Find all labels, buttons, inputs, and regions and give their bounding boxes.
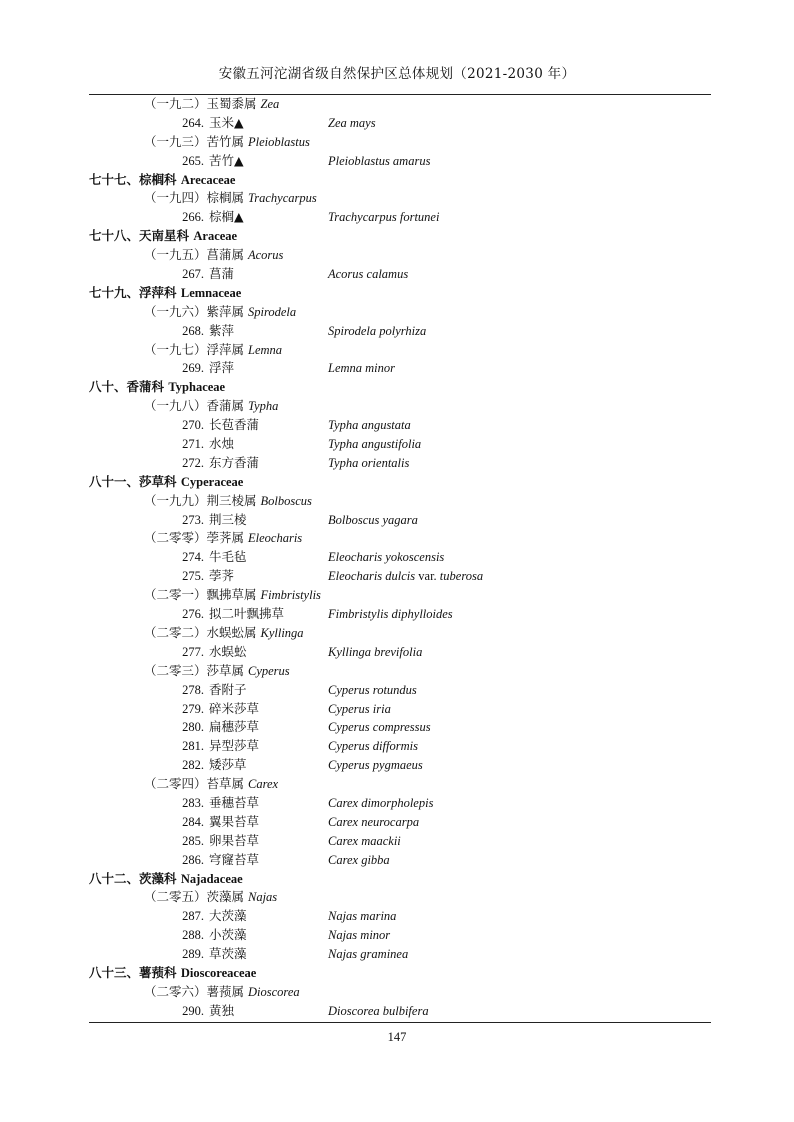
genus-latin-name: Spirodela	[248, 304, 297, 319]
species-binomial: Cyperus pygmaeus	[328, 758, 423, 773]
species-scientific-name	[328, 794, 433, 813]
genus-latin-name: Najas	[248, 890, 278, 905]
family-label	[89, 378, 225, 397]
species-binomial: Typha orientalis	[328, 455, 410, 470]
genus-heading	[0, 983, 794, 1002]
genus-chinese-name: （二零六）薯蓣属	[144, 983, 245, 999]
genus-chinese-name: （一九八）香蒲属	[144, 398, 245, 414]
species-binomial: Cyperus iria	[328, 701, 391, 716]
genus-label	[144, 586, 321, 605]
family-label	[89, 964, 256, 983]
species-number: 289.	[182, 947, 204, 962]
species-number: 281.	[182, 739, 204, 754]
species-scientific-name	[328, 945, 408, 964]
species-row	[0, 265, 794, 284]
genus-chinese-name: （二零二）水蜈蚣属	[144, 624, 257, 640]
family-heading	[0, 964, 794, 983]
species-number: 278.	[182, 682, 204, 697]
species-binomial: Dioscorea bulbifera	[328, 1003, 429, 1018]
species-chinese-name: 菖蒲	[209, 266, 235, 282]
species-number: 269.	[182, 361, 204, 376]
genus-chinese-name: （一九三）苦竹属	[144, 133, 245, 149]
family-latin-name: Najadaceae	[180, 871, 243, 886]
species-chinese-name: 长苞香蒲	[209, 417, 260, 433]
family-heading	[0, 171, 794, 190]
species-scientific-name	[328, 454, 409, 473]
species-row	[0, 208, 794, 227]
genus-label	[144, 529, 302, 548]
species-binomial: Cyperus difformis	[328, 739, 418, 754]
species-number: 284.	[182, 814, 204, 829]
species-chinese-name: 苦竹▲	[209, 152, 244, 168]
family-latin-name: Cyperaceae	[180, 474, 244, 489]
family-heading	[0, 473, 794, 492]
genus-latin-name: Zea	[260, 97, 280, 111]
genus-heading	[0, 775, 794, 794]
family-chinese-name: 七十八、天南星科	[89, 228, 190, 244]
species-row	[0, 907, 794, 926]
species-chinese-name: 浮萍	[209, 360, 235, 376]
family-latin-name: Araceae	[193, 229, 238, 244]
family-label	[89, 870, 243, 889]
genus-latin-name: Typha	[248, 399, 279, 414]
species-binomial: Kyllinga brevifolia	[328, 644, 423, 659]
species-chinese-name: 矮莎草	[209, 757, 247, 773]
family-chinese-name: 七十九、浮萍科	[89, 284, 177, 300]
genus-label	[144, 95, 279, 114]
genus-heading	[0, 189, 794, 208]
species-scientific-name	[328, 359, 395, 378]
species-scientific-name	[328, 926, 390, 945]
family-chinese-name: 八十、香蒲科	[89, 379, 165, 395]
species-row	[0, 926, 794, 945]
species-binomial: Bolboscus yagara	[328, 512, 418, 527]
family-chinese-name: 七十七、棕榈科	[89, 171, 177, 187]
species-row	[0, 700, 794, 719]
genus-label	[144, 662, 290, 681]
species-chinese-name: 荸荠	[209, 568, 235, 584]
page-number: 147	[387, 1030, 407, 1044]
genus-heading	[0, 246, 794, 265]
species-binomial: Zea mays	[328, 115, 376, 130]
species-chinese-name: 水烛	[209, 436, 235, 452]
genus-chinese-name: （一九六）紫萍属	[144, 303, 245, 319]
genus-chinese-name: （一九四）棕榈属	[144, 190, 245, 206]
genus-heading	[0, 662, 794, 681]
family-heading	[0, 284, 794, 303]
family-label	[89, 227, 237, 246]
genus-label	[144, 492, 312, 511]
species-chinese-name: 香附子	[209, 681, 247, 697]
species-scientific-name	[328, 832, 401, 851]
species-chinese-name: 紫萍	[209, 322, 235, 338]
species-scientific-name	[328, 718, 431, 737]
species-chinese-name: 异型莎草	[209, 738, 260, 754]
genus-latin-name: Acorus	[248, 248, 284, 263]
species-binomial: Pleioblastus amarus	[328, 153, 431, 168]
species-row	[0, 851, 794, 870]
species-scientific-name	[328, 114, 376, 133]
species-scientific-name	[328, 813, 419, 832]
genus-heading	[0, 492, 794, 511]
family-latin-name: Typhaceae	[168, 380, 226, 395]
species-number: 270.	[182, 418, 204, 433]
species-row	[0, 718, 794, 737]
species-chinese-name: 东方香蒲	[209, 454, 260, 470]
species-number: 288.	[182, 928, 204, 943]
species-number: 285.	[182, 833, 204, 848]
genus-chinese-name: （二零三）莎草属	[144, 662, 245, 678]
species-binomial: Eleocharis yokoscensis	[328, 550, 445, 565]
species-binomial: Eleocharis dulcis	[328, 569, 416, 584]
species-number: 271.	[182, 437, 204, 452]
family-label	[89, 473, 243, 492]
species-chinese-name: 水蜈蚣	[209, 643, 247, 659]
genus-label	[144, 189, 317, 208]
species-chinese-name: 玉米▲	[209, 114, 244, 130]
species-scientific-name	[328, 416, 411, 435]
species-binomial: Carex maackii	[328, 833, 401, 848]
genus-heading	[0, 397, 794, 416]
species-chinese-name: 扁穗莎草	[209, 719, 260, 735]
species-binomial: Najas marina	[328, 909, 397, 924]
family-heading	[0, 227, 794, 246]
genus-label	[144, 983, 300, 1002]
genus-label	[144, 303, 296, 322]
species-row	[0, 114, 794, 133]
species-number: 287.	[182, 909, 204, 924]
family-chinese-name: 八十二、茨藻科	[89, 870, 177, 886]
genus-latin-name: Eleocharis	[248, 531, 303, 546]
family-heading	[0, 378, 794, 397]
species-binomial: Acorus calamus	[328, 267, 409, 282]
species-binomial: Carex neurocarpa	[328, 814, 420, 829]
species-binomial: Carex gibba	[328, 852, 390, 867]
species-row	[0, 813, 794, 832]
species-number: 267.	[182, 267, 204, 282]
species-binomial: Trachycarpus fortunei	[328, 210, 440, 225]
species-chinese-name: 拟二叶飘拂草	[209, 606, 285, 622]
genus-chinese-name: （一九五）菖蒲属	[144, 247, 245, 263]
species-chinese-name: 穹窿苔草	[209, 851, 260, 867]
species-number: 283.	[182, 795, 204, 810]
species-scientific-name	[328, 756, 423, 775]
species-row	[0, 454, 794, 473]
species-checklist	[0, 95, 794, 1021]
species-row	[0, 511, 794, 530]
genus-label	[144, 133, 310, 152]
species-number: 286.	[182, 852, 204, 867]
species-row	[0, 945, 794, 964]
species-binomial: Cyperus compressus	[328, 720, 431, 735]
species-binomial: Fimbristylis diphylloides	[328, 607, 453, 622]
species-scientific-name	[328, 208, 439, 227]
species-chinese-name: 卵果苔草	[209, 832, 260, 848]
species-binomial: Carex dimorpholepis	[328, 795, 434, 810]
species-chinese-name: 小茨藻	[209, 927, 247, 943]
genus-label	[144, 397, 278, 416]
species-scientific-name	[328, 265, 408, 284]
species-rank-marker: var.	[415, 569, 440, 584]
genus-chinese-name: （二零五）茨藻属	[144, 889, 245, 905]
genus-latin-name: Cyperus	[248, 663, 290, 678]
genus-heading	[0, 303, 794, 322]
species-binomial: Spirodela polyrhiza	[328, 323, 427, 338]
species-chinese-name: 碎米莎草	[209, 700, 260, 716]
genus-label	[144, 888, 277, 907]
species-number: 279.	[182, 701, 204, 716]
species-row	[0, 681, 794, 700]
family-label	[89, 284, 241, 303]
page-header-title: 安徽五河沱湖省级自然保护区总体规划（2021-2030 年）	[218, 66, 576, 82]
species-scientific-name	[328, 605, 453, 624]
species-scientific-name	[328, 737, 418, 756]
genus-latin-name: Trachycarpus	[248, 191, 317, 206]
species-chinese-name: 荆三棱	[209, 511, 247, 527]
species-row	[0, 643, 794, 662]
species-scientific-name	[328, 548, 444, 567]
genus-latin-name: Dioscorea	[248, 984, 300, 999]
species-number: 290.	[182, 1003, 204, 1018]
species-number: 264.	[182, 115, 204, 130]
species-row	[0, 567, 794, 586]
genus-label	[144, 246, 283, 265]
species-row	[0, 737, 794, 756]
genus-heading	[0, 341, 794, 360]
genus-latin-name: Carex	[248, 777, 279, 792]
species-row	[0, 435, 794, 454]
species-row	[0, 359, 794, 378]
species-scientific-name	[328, 435, 421, 454]
genus-latin-name: Pleioblastus	[248, 134, 310, 149]
genus-chinese-name: （二零零）荸荠属	[144, 530, 245, 546]
species-row	[0, 1002, 794, 1021]
footer-rule	[89, 1022, 711, 1023]
species-row	[0, 832, 794, 851]
genus-heading	[0, 586, 794, 605]
genus-heading	[0, 624, 794, 643]
family-chinese-name: 八十一、莎草科	[89, 473, 177, 489]
species-scientific-name	[328, 907, 396, 926]
species-scientific-name	[328, 152, 430, 171]
species-number: 277.	[182, 644, 204, 659]
family-chinese-name: 八十三、薯蓣科	[89, 964, 177, 980]
species-number: 274.	[182, 550, 204, 565]
species-number: 276.	[182, 607, 204, 622]
species-scientific-name	[328, 567, 483, 586]
family-latin-name: Lemnaceae	[180, 285, 242, 300]
species-row	[0, 322, 794, 341]
species-number: 265.	[182, 153, 204, 168]
species-number: 282.	[182, 758, 204, 773]
species-scientific-name	[328, 851, 390, 870]
species-row	[0, 416, 794, 435]
species-chinese-name: 大茨藻	[209, 908, 247, 924]
family-label	[89, 171, 235, 190]
species-scientific-name	[328, 643, 422, 662]
species-row	[0, 794, 794, 813]
family-latin-name: Arecaceae	[180, 172, 236, 187]
species-chinese-name: 黄独	[209, 1002, 235, 1018]
species-chinese-name: 翼果苔草	[209, 813, 260, 829]
genus-latin-name: Bolboscus	[260, 493, 312, 508]
genus-latin-name: Fimbristylis	[260, 588, 321, 603]
genus-chinese-name: （二零四）苔草属	[144, 776, 245, 792]
genus-chinese-name: （二零一）飘拂草属	[144, 587, 257, 603]
species-number: 280.	[182, 720, 204, 735]
species-row	[0, 756, 794, 775]
species-scientific-name	[328, 681, 417, 700]
species-binomial: Najas graminea	[328, 947, 409, 962]
family-heading	[0, 870, 794, 889]
species-scientific-name	[328, 511, 418, 530]
species-row	[0, 605, 794, 624]
genus-label	[144, 775, 278, 794]
species-binomial: Lemna minor	[328, 361, 396, 376]
species-infraspecific-epithet: tuberosa	[439, 569, 484, 584]
genus-chinese-name: （一九七）浮萍属	[144, 341, 245, 357]
family-latin-name: Dioscoreaceae	[180, 965, 257, 980]
genus-chinese-name: （一九二）玉蜀黍属	[144, 96, 257, 111]
species-chinese-name: 牛毛毡	[209, 549, 247, 565]
species-row	[0, 152, 794, 171]
genus-label	[144, 624, 304, 643]
species-binomial: Typha angustifolia	[328, 437, 422, 452]
species-chinese-name: 垂穗苔草	[209, 794, 260, 810]
species-scientific-name	[328, 322, 426, 341]
species-number: 275.	[182, 569, 204, 584]
species-number: 266.	[182, 210, 204, 225]
species-binomial: Najas minor	[328, 928, 391, 943]
genus-heading	[0, 888, 794, 907]
genus-label	[144, 341, 282, 360]
species-chinese-name: 草茨藻	[209, 946, 247, 962]
genus-chinese-name: （一九九）荆三棱属	[144, 492, 257, 508]
species-scientific-name	[328, 1002, 429, 1021]
genus-latin-name: Lemna	[248, 342, 283, 357]
species-binomial: Cyperus rotundus	[328, 682, 417, 697]
genus-latin-name: Kyllinga	[260, 625, 304, 640]
species-row	[0, 548, 794, 567]
species-scientific-name	[328, 700, 391, 719]
species-number: 272.	[182, 455, 204, 470]
species-number: 268.	[182, 323, 204, 338]
species-number: 273.	[182, 512, 204, 527]
species-chinese-name: 棕榈▲	[209, 209, 244, 225]
genus-heading	[0, 133, 794, 152]
genus-heading	[0, 95, 794, 114]
species-binomial: Typha angustata	[328, 418, 411, 433]
genus-heading	[0, 529, 794, 548]
